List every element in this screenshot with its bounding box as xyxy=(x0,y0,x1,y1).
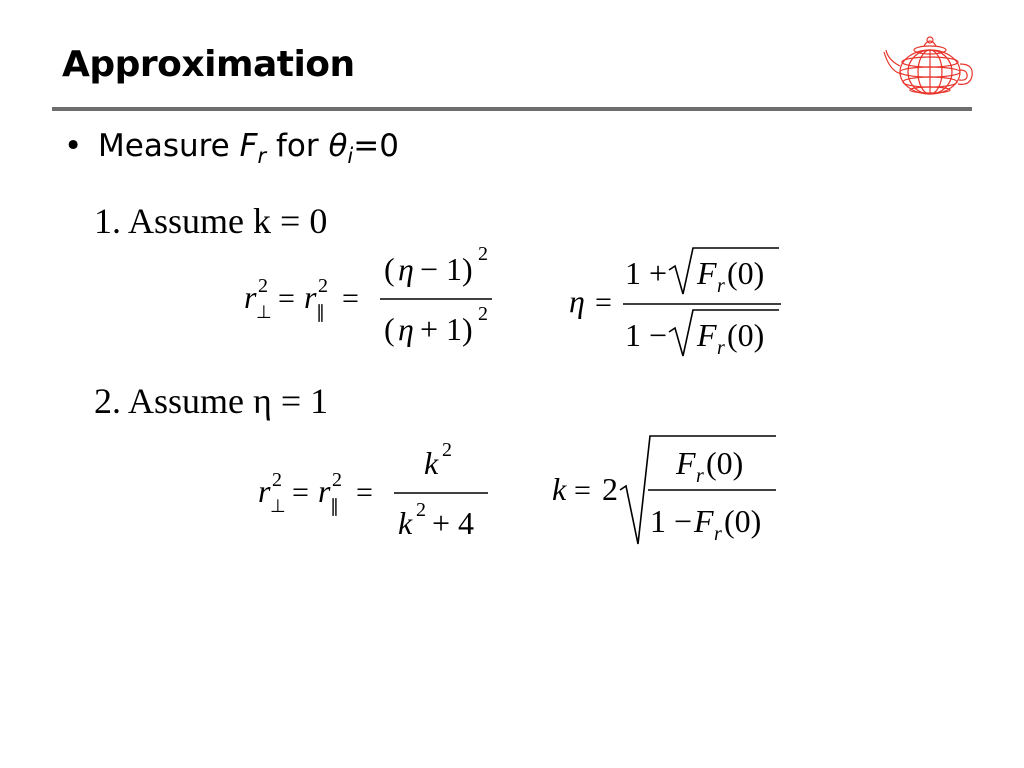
bullet-suffix: =0 xyxy=(353,128,399,164)
svg-text:− 1): − 1) xyxy=(420,251,473,287)
bullet-prefix: Measure xyxy=(98,128,240,164)
svg-text:F: F xyxy=(697,255,717,291)
svg-text:=: = xyxy=(356,476,373,509)
svg-text:(0): (0) xyxy=(706,445,744,481)
svg-text:(0): (0) xyxy=(727,317,765,353)
equation-reflectance-k xyxy=(252,440,492,544)
equation-k-from-fresnel xyxy=(548,432,784,550)
svg-text:=: = xyxy=(342,282,359,315)
svg-text:(0): (0) xyxy=(727,255,765,291)
title-divider xyxy=(52,107,972,111)
svg-text:r: r xyxy=(304,279,317,315)
svg-text:r: r xyxy=(258,473,271,509)
equation-reflectance-eta xyxy=(238,240,508,360)
svg-text:η: η xyxy=(398,251,414,287)
svg-text:1 −: 1 − xyxy=(625,317,668,353)
svg-text:⊥: ⊥ xyxy=(270,496,286,516)
step-2-label: 2. Assume η = 1 xyxy=(94,381,329,421)
svg-text:k: k xyxy=(398,505,413,541)
slide-title: Approximation xyxy=(62,44,355,85)
svg-text:2: 2 xyxy=(442,440,452,461)
svg-text:F: F xyxy=(697,317,717,353)
bullet-measure xyxy=(64,128,399,168)
bullet-theta: θ xyxy=(328,128,348,164)
svg-text:k: k xyxy=(552,471,567,507)
equation-eta-from-fresnel xyxy=(565,240,790,366)
svg-text:r: r xyxy=(696,465,704,487)
svg-text:r: r xyxy=(244,279,257,315)
bullet-theta-sub: i xyxy=(347,144,354,168)
svg-text:∥: ∥ xyxy=(330,496,339,516)
bullet-marker: • xyxy=(64,128,83,164)
teapot-wireframe-icon xyxy=(880,30,976,102)
step-1-label: 1. Assume k = 0 xyxy=(94,201,328,241)
svg-text:k: k xyxy=(424,445,439,481)
svg-text:2: 2 xyxy=(332,469,342,491)
svg-text:2: 2 xyxy=(318,275,328,297)
svg-text:F: F xyxy=(676,445,696,481)
svg-text:=: = xyxy=(278,282,295,315)
svg-text:=: = xyxy=(595,286,612,319)
svg-text:+ 4: + 4 xyxy=(432,505,475,541)
svg-text:=: = xyxy=(574,474,591,507)
svg-text:(: ( xyxy=(384,311,395,347)
bullet-middle: for xyxy=(266,128,329,164)
svg-text:2: 2 xyxy=(602,471,618,507)
svg-text:∥: ∥ xyxy=(316,302,325,322)
bullet-f-sub: r xyxy=(257,144,267,168)
svg-text:=: = xyxy=(292,476,309,509)
svg-text:⊥: ⊥ xyxy=(256,302,272,322)
svg-text:r: r xyxy=(717,337,725,359)
svg-text:2: 2 xyxy=(258,275,268,297)
svg-text:r: r xyxy=(318,473,331,509)
svg-text:F: F xyxy=(694,503,714,539)
svg-text:r: r xyxy=(717,275,725,297)
bullet-f: F xyxy=(239,128,258,164)
svg-text:2: 2 xyxy=(272,469,282,491)
svg-text:(: ( xyxy=(384,251,395,287)
svg-text:2: 2 xyxy=(478,303,488,325)
svg-text:η: η xyxy=(569,283,585,319)
svg-text:2: 2 xyxy=(478,243,488,265)
svg-text:(0): (0) xyxy=(724,503,762,539)
svg-text:η: η xyxy=(398,311,414,347)
svg-text:1 +: 1 + xyxy=(625,255,668,291)
svg-text:+ 1): + 1) xyxy=(420,311,473,347)
svg-text:r: r xyxy=(714,523,722,545)
svg-text:1 −: 1 − xyxy=(650,503,693,539)
svg-text:2: 2 xyxy=(416,499,426,521)
